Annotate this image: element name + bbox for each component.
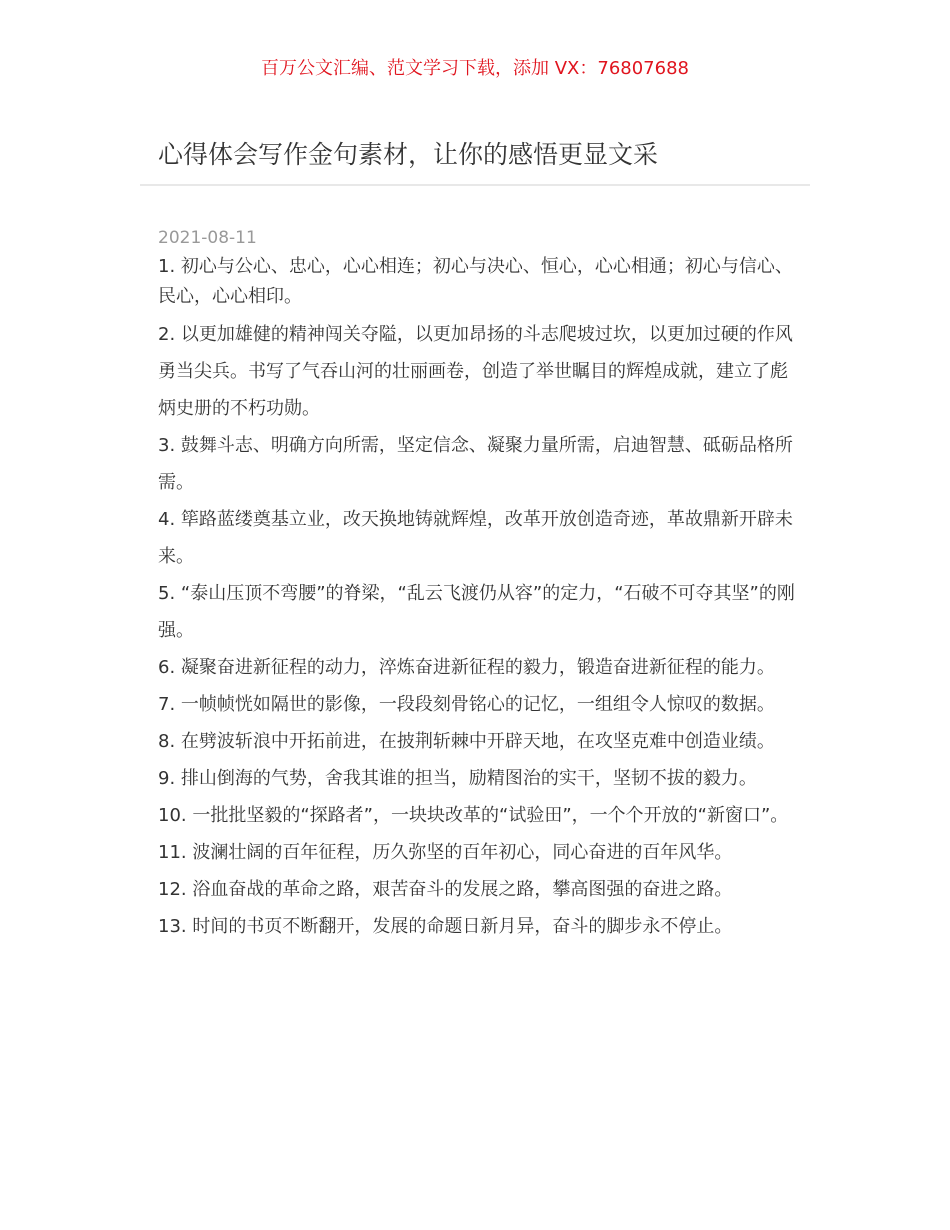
article-title: 心得体会写作金句素材，让你的感悟更显文采 xyxy=(158,140,659,169)
list-item: 1. 初心与公心、忠心，心心相连；初心与决心、恒心，心心相通；初心与信心、民心，心心相印。 xyxy=(158,256,793,307)
list-item: 11. 波澜壮阔的百年征程，历久弥坚的百年初心，同心奋进的百年风华。 xyxy=(158,842,733,863)
list-item: 6. 凝聚奋进新征程的动力，淬炼奋进新征程的毅力，锻造奋进新征程的能力。 xyxy=(158,657,775,678)
list-item: 13. 时间的书页不断翻开，发展的命题日新月异，奋斗的脚步永不停止。 xyxy=(158,916,733,937)
list-item: 10. 一批批坚毅的“探路者”，一块块改革的“试验田”，一个个开放的“新窗口”。 xyxy=(158,805,789,826)
list-item: 8. 在劈波斩浪中开拓前进，在披荆斩棘中开辟天地，在攻坚克难中创造业绩。 xyxy=(158,731,775,752)
title-divider xyxy=(140,184,810,186)
list-item: 2. 以更加雄健的精神闯关夺隘，以更加昂扬的斗志爬坡过坎，以更加过硬的作风勇当尖兵。书写了气吞山河的壮丽画卷，创造了举世瞩目的辉煌成就，建立了彪炳史册的不朽功勋。 xyxy=(158,324,793,419)
promo-banner: 百万公文汇编、范文学习下载，添加 VX：76807688 xyxy=(261,58,689,79)
list-item: 3. 鼓舞斗志、明确方向所需，坚定信念、凝聚力量所需，启迪智慧、砥砺品格所需。 xyxy=(158,435,793,493)
quote-list xyxy=(158,252,798,945)
list-item: 12. 浴血奋战的革命之路，艰苦奋斗的发展之路，攀高图强的奋进之路。 xyxy=(158,879,733,900)
list-item: 4. 筚路蓝缕奠基立业，改天换地铸就辉煌，改革开放创造奇迹，革故鼎新开辟未来。 xyxy=(158,509,793,567)
list-item: 9. 排山倒海的气势，舍我其谁的担当，励精图治的实干，坚韧不拔的毅力。 xyxy=(158,768,757,789)
list-item: 7. 一帧帧恍如隔世的影像，一段段刻骨铭心的记忆，一组组令人惊叹的数据。 xyxy=(158,694,775,715)
publish-date: 2021-08-11 xyxy=(158,228,257,248)
list-item: 5. “泰山压顶不弯腰”的脊梁，“乱云飞渡仍从容”的定力，“石破不可夺其坚”的刚强。 xyxy=(158,583,795,641)
